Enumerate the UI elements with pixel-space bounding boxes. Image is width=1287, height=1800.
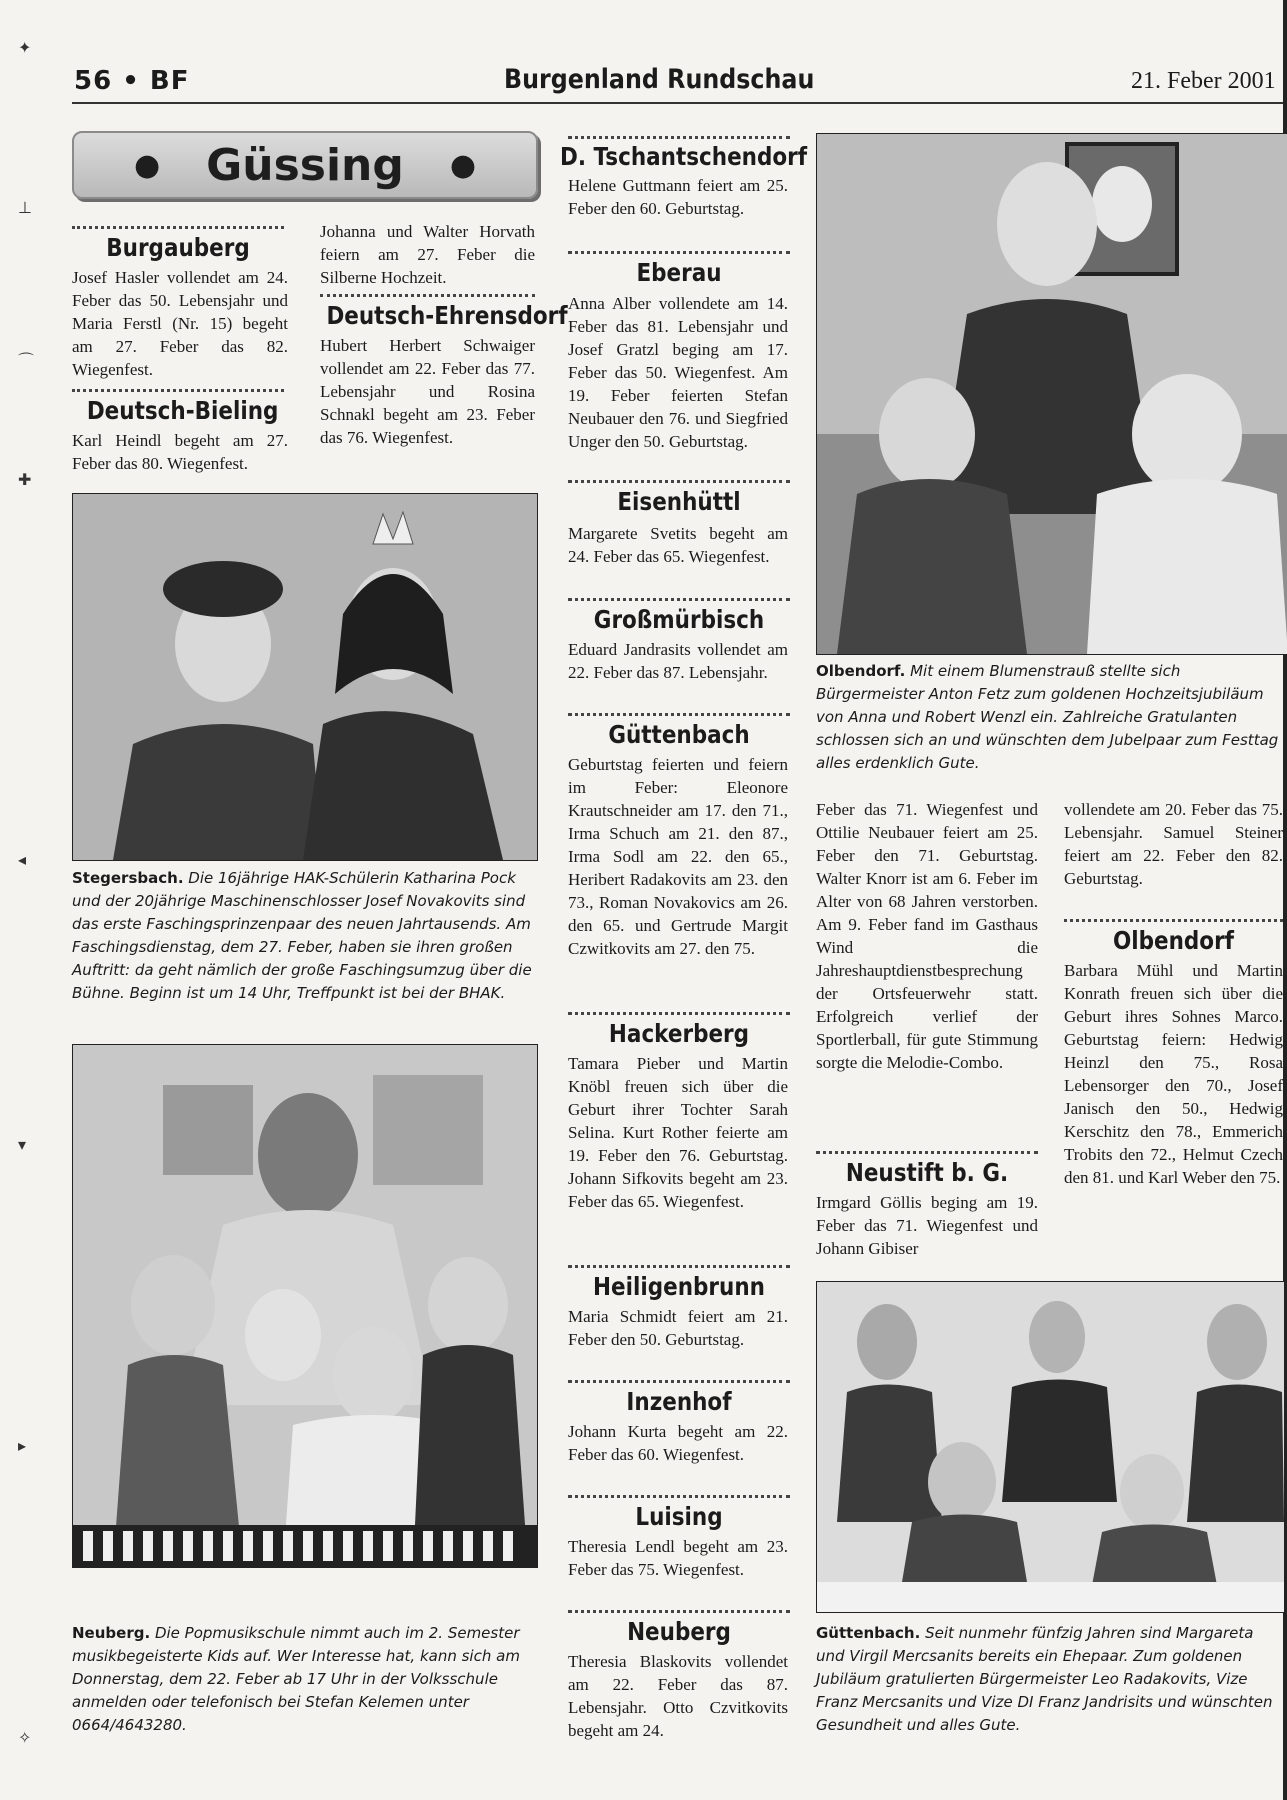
photo-olbendorf	[816, 133, 1287, 655]
caption-text: Mit einem Blumenstrauß stellte sich Bürgermeister Anton Fetz zum goldenen Hochzeitsjubiläum von Anna und Robert Wenzl ein. Zahlreiche Gratulanten schlossen sich an und wünschten dem Jubelpaar zum Festtag alles erdenklich Gute.	[816, 662, 1279, 772]
town-heading: Deutsch-Bieling	[86, 396, 279, 425]
entry-text: Barbara Mühl und Martin Konrath freuen sich über die Geburt ihres Sohnes Marco. Geburtstag feiern: Hedwig Heinzl den 75., Rosa Lebensorger den 70., Josef Janisch den 50., Hedwig Kerschitz den 78., Emmerich Trobits den 72., Helmut Czech den 81. und Karl Weber den 75.	[1064, 961, 1283, 1187]
town-heading: Eisenhüttl	[617, 487, 741, 516]
entry-text: Josef Hasler vollendet am 24. Feber das 50. Lebensjahr und Maria Ferstl (Nr. 15) begeht am 27. Feber das 82. Wiegenfest.	[72, 268, 288, 379]
town-heading: Großmürbisch	[593, 605, 765, 634]
entry-text-continued: vollendete am 20. Feber das 75. Lebensjahr. Samuel Steiner feiert am 22. Feber den 82. Geburtstag.	[1064, 800, 1283, 888]
caption-place: Güttenbach.	[816, 1624, 921, 1642]
town-heading: Inzenhof	[626, 1387, 732, 1416]
entry-divider	[568, 1012, 790, 1015]
town-heading: Olbendorf	[1112, 926, 1235, 955]
photo-neuberg	[72, 1044, 538, 1568]
entry-divider	[568, 480, 790, 483]
margin-mark-icon: ▾	[18, 1135, 27, 1154]
entry-text: Eduard Jandrasits vollendet am 22. Feber das 87. Lebensjahr.	[568, 640, 788, 682]
entry-text-continued: Feber das 71. Wiegenfest und Ottilie Neubauer feiert am 25. Feber den 71. Geburtstag. Walter Knorr ist am 6. Feber im Alter von 68 Jahren verstorben. Am 9. Feber fand im Gasthaus Wind die Jahreshauptdienstbesprechung der Ortsfeuerwehr statt. Erfolgreich verlief der Sportlerball, für gute Stimmung sorgte die Melodie-Combo.	[816, 800, 1038, 1072]
entry-divider	[568, 1495, 790, 1498]
margin-mark-icon: ◂	[18, 850, 27, 869]
entry-text: Irmgard Göllis beging am 19. Feber das 71. Wiegenfest und Johann Gibiser	[816, 1193, 1038, 1258]
entry-divider	[816, 1151, 1038, 1154]
entry-divider	[568, 713, 790, 716]
entry-divider	[1064, 919, 1283, 922]
caption-stegersbach	[72, 867, 542, 1005]
town-heading: Hackerberg	[608, 1019, 750, 1048]
entry-text: Karl Heindl begeht am 27. Feber das 80. Wiegenfest.	[72, 431, 288, 473]
entry-text: Geburtstag feierten und feiern im Feber: Eleonore Krautschneider am 17. den 71., Irma Schuch am 21. den 87., Irma Sodl am 22. den 65., Heribert Radakovits am 23. den 73., Roman Novakovics am 26. den 65. und Gertrude Margit Czwitkovits am 27. den 75.	[568, 755, 788, 958]
bullet-icon: ●	[449, 147, 477, 183]
entry-text: Johann Kurta begeht am 22. Feber das 60. Wiegenfest.	[568, 1422, 788, 1464]
margin-mark-icon: ✦	[18, 38, 32, 57]
caption-olbendorf	[816, 660, 1286, 775]
town-heading: Burgauberg	[106, 233, 250, 262]
entry-text: Theresia Blaskovits vollendet am 22. Feber das 87. Lebensjahr. Otto Czvitkovits begeht am 24.	[568, 1652, 788, 1740]
margin-mark-icon: ▸	[18, 1436, 27, 1455]
entry-divider	[568, 1610, 790, 1613]
entry-text: Margarete Svetits begeht am 24. Feber das 65. Wiegenfest.	[568, 524, 788, 566]
town-heading: Neustift b. G.	[845, 1158, 1009, 1187]
newspaper-title: Burgenland Rundschau	[504, 64, 815, 95]
margin-mark-icon: ⌒	[18, 351, 35, 370]
entry-divider	[72, 389, 284, 392]
entry-text: Helene Guttmann feiert am 25. Feber den 60. Geburtstag.	[568, 176, 788, 218]
entry-divider	[568, 136, 790, 139]
entry-divider	[320, 294, 535, 297]
town-heading: Neuberg	[627, 1617, 731, 1646]
photo-stegersbach	[72, 493, 538, 861]
entry-text: Theresia Lendl begeht am 23. Feber das 75. Wiegenfest.	[568, 1537, 788, 1579]
margin-mark-icon: ⊥	[18, 198, 32, 217]
margin-mark-icon: ✚	[18, 470, 32, 489]
header-rule	[72, 102, 1287, 104]
entry-divider	[72, 226, 284, 229]
town-heading: Luising	[635, 1502, 723, 1531]
entry-divider	[568, 598, 790, 601]
issue-date: 21. Feber 2001	[1131, 68, 1276, 94]
bullet-icon: ●	[133, 147, 161, 183]
entry-divider	[568, 1380, 790, 1383]
margin-mark-icon: ✧	[18, 1728, 32, 1747]
entry-divider	[568, 251, 790, 254]
caption-guettenbach	[816, 1622, 1286, 1737]
entry-text: Anna Alber vollendete am 14. Feber das 81. Lebensjahr und Josef Gratzl beging am 17. Feber das 50. Wiegenfest. Am 19. Feber feierten Stefan Neubauer den 76. und Siegfried Unger den 50. Geburtstag.	[568, 294, 788, 451]
entry-text: Tamara Pieber und Martin Knöbl freuen sich über die Geburt ihrer Tochter Sarah Selina. Kurt Rother feierte am 19. Feber den 76. Geburtstag. Johann Sifkovits begeht am 23. Feber das 65. Wiegenfest.	[568, 1054, 788, 1211]
caption-place: Olbendorf.	[816, 662, 906, 680]
entry-divider	[568, 1265, 790, 1268]
town-heading: Deutsch-Ehrensdorf	[326, 301, 568, 330]
entry-text-continued: Johanna und Walter Horvath feiern am 27. Feber die Silberne Hochzeit.	[320, 222, 535, 287]
section-banner	[72, 131, 538, 199]
caption-place: Stegersbach.	[72, 869, 184, 887]
caption-text: Die 16jährige HAK-Schülerin Katharina Pock und der 20jährige Maschinenschlosser Josef Novakovits sind das erste Faschingsprinzenpaar des neuen Jahrtausends. Am Faschingsdienstag, dem 27. Feber, haben sie ihren großen Auftritt: da geht nämlich der große Faschingsumzug über die Bühne. Beginn ist um 14 Uhr, Treffpunkt ist bei der BHAK.	[72, 869, 532, 1002]
caption-text: Die Popmusikschule nimmt auch im 2. Semester musikbegeisterte Kids auf. Wer Interesse hat, kann sich am Donnerstag, dem 22. Feber ab 17 Uhr in der Volksschule anmelden oder telefonisch bei Stefan Kelemen unter 0664/4643280.	[72, 1624, 520, 1734]
town-heading: Heiligenbrunn	[593, 1272, 765, 1301]
entry-text: Hubert Herbert Schwaiger vollendet am 22. Feber das 77. Lebensjahr und Rosina Schnakl begeht am 23. Feber das 76. Wiegenfest.	[320, 336, 535, 447]
caption-place: Neuberg.	[72, 1624, 151, 1642]
photo-guettenbach	[816, 1281, 1285, 1613]
caption-text: Seit nunmehr fünfzig Jahren sind Margareta und Virgil Mercsanits bereits ein Ehepaar. Zum goldenen Jubiläum gratulierten Bürgermeister Leo Radakovits, Vize Franz Mercsanits und Vize DI Franz Jandrisits und wünschten Gesundheit und alles Gute.	[816, 1624, 1273, 1734]
town-heading: Eberau	[636, 258, 722, 287]
town-heading: Güttenbach	[608, 720, 750, 749]
town-heading: D. Tschantschendorf	[560, 142, 808, 171]
caption-neuberg	[72, 1622, 542, 1737]
page-number: 56 • BF	[74, 66, 190, 96]
section-title: Güssing	[206, 139, 404, 191]
entry-text: Maria Schmidt feiert am 21. Feber den 50. Geburtstag.	[568, 1307, 788, 1349]
